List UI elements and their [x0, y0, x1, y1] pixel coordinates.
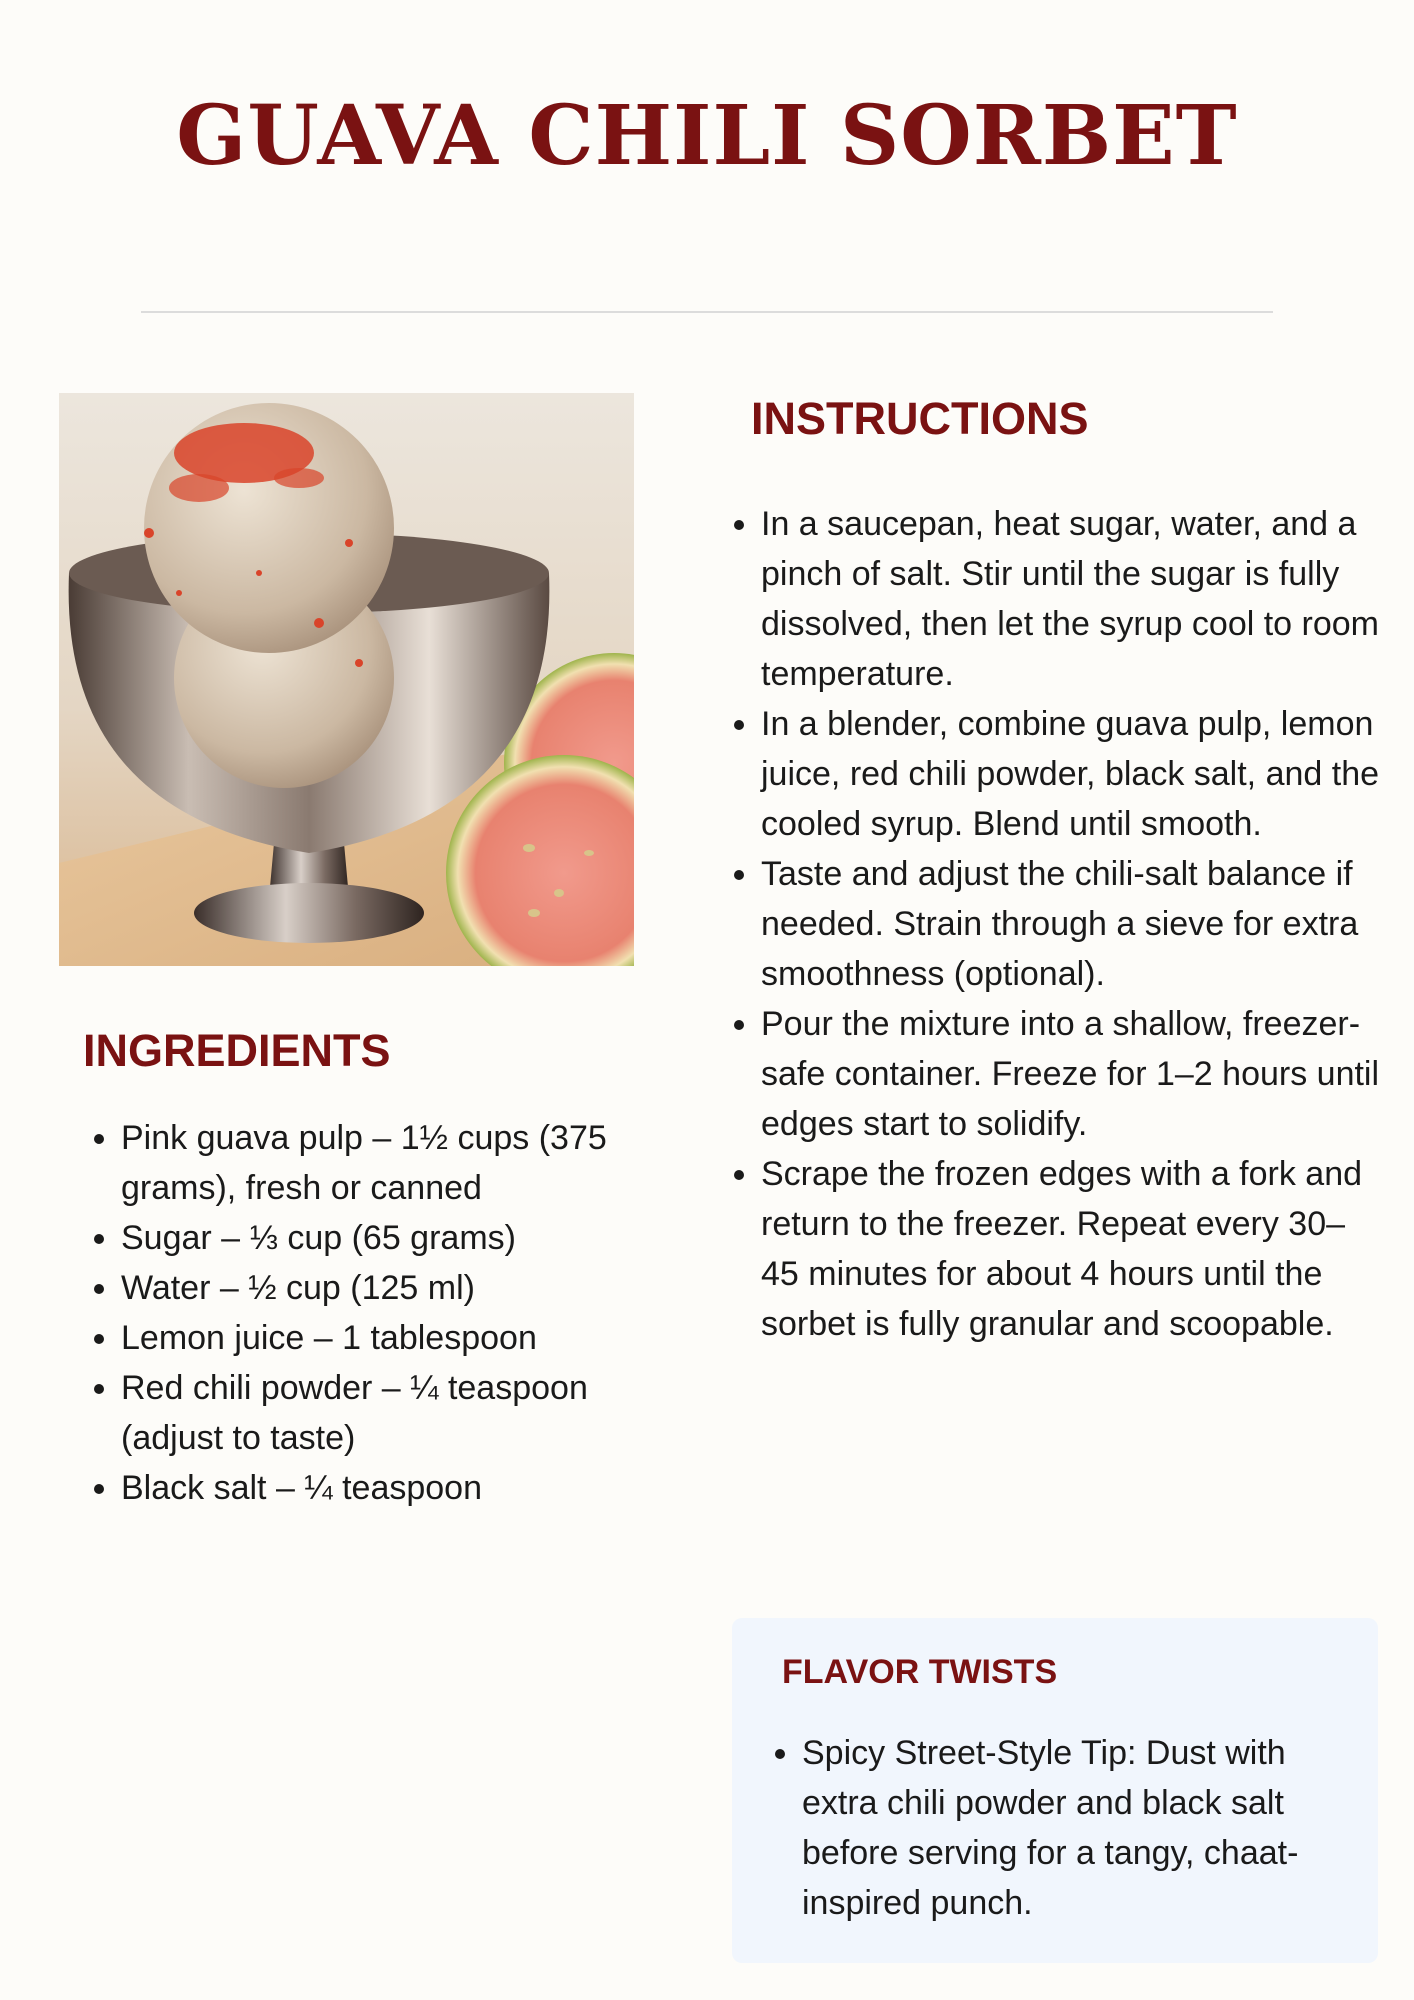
instruction-step: • Scrape the frozen edges with a fork and return to the freezer. Repeat every 30–45 minutes for about 4 hours until the sorbet is fully granular and scoopable.	[761, 1149, 1381, 1349]
flavor-twists-list	[764, 1728, 1362, 1928]
flavor-twists-heading: FLAVOR TWISTS	[782, 1653, 1058, 1691]
title-divider	[141, 311, 1273, 313]
instructions-heading: INSTRUCTIONS	[751, 393, 1089, 444]
instruction-step: • Taste and adjust the chili-salt balance if needed. Strain through a sieve for extra smoothness (optional).	[761, 849, 1381, 999]
ingredient-item: • Red chili powder – ¼ teaspoon (adjust to taste)	[121, 1363, 681, 1463]
instruction-step: • In a blender, combine guava pulp, lemon juice, red chili powder, black salt, and the cooled syrup. Blend until smooth.	[761, 699, 1381, 849]
ingredient-item: • Lemon juice – 1 tablespoon	[121, 1313, 681, 1363]
flavor-twists-box	[732, 1618, 1378, 1963]
ingredient-item: • Black salt – ¼ teaspoon	[121, 1463, 681, 1513]
ingredients-heading: INGREDIENTS	[83, 1025, 391, 1076]
ingredient-item: • Pink guava pulp – 1½ cups (375 grams), fresh or canned	[121, 1113, 681, 1213]
flavor-twist-item: • Spicy Street-Style Tip: Dust with extra chili powder and black salt before serving for a tangy, chaat-inspired punch.	[802, 1728, 1362, 1928]
instruction-step: • In a saucepan, heat sugar, water, and a pinch of salt. Stir until the sugar is fully dissolved, then let the syrup cool to room temperature.	[761, 499, 1381, 699]
page-title: GUAVA CHILI SORBET	[176, 88, 1238, 184]
ingredient-item: • Sugar – ⅓ cup (65 grams)	[121, 1213, 681, 1263]
sorbet-photo	[59, 393, 634, 966]
ingredients-list	[83, 1113, 681, 1513]
instructions-list	[723, 499, 1381, 1349]
ingredient-item: • Water – ½ cup (125 ml)	[121, 1263, 681, 1313]
instruction-step: • Pour the mixture into a shallow, freezer-safe container. Freeze for 1–2 hours until edges start to solidify.	[761, 999, 1381, 1149]
